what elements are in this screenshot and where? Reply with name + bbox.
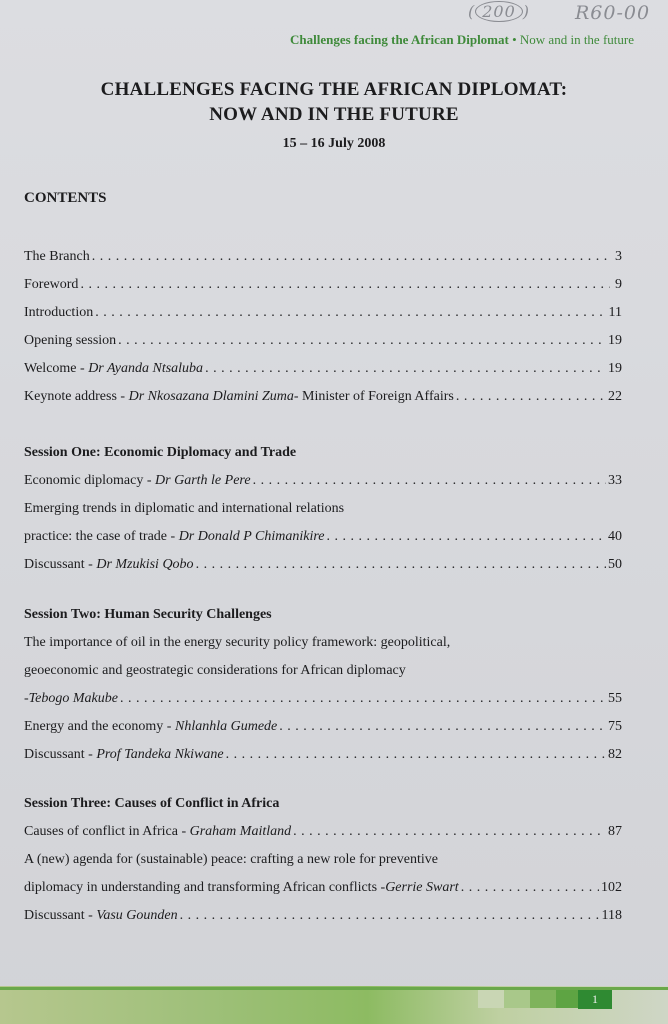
contents-heading: CONTENTS	[24, 190, 107, 206]
toc-entry[interactable]: Discussant - Prof Tandeka Nkiwane . . . 82	[24, 741, 622, 769]
speaker-name: Dr Garth le Pere	[155, 473, 251, 488]
toc-entry[interactable]: Energy and the economy - Nhlanhla Gumede . . . 75	[24, 713, 622, 741]
toc-front-matter	[24, 243, 622, 411]
title-line-1: CHALLENGES FACING THE AFRICAN DIPLOMAT:	[100, 79, 568, 100]
speaker-name: Gerrie Swart	[385, 880, 459, 895]
toc-session-two	[24, 601, 622, 769]
event-date: 15 – 16 July 2008	[282, 136, 386, 151]
toc-entry[interactable]: practice: the case of trade - Dr Donald P Chimanikire . . . 40	[24, 523, 622, 551]
running-header-rest: Now and in the future	[519, 32, 634, 47]
running-header-separator: •	[508, 32, 520, 47]
speaker-name: Dr Ayanda Ntsaluba	[88, 361, 204, 376]
toc-session-one	[24, 439, 622, 579]
speaker-name: Prof Tandeka Nkiwane	[96, 747, 224, 762]
toc-entry[interactable]: Welcome - Dr Ayanda Ntsaluba . . . 19	[24, 355, 622, 383]
speaker-name: Dr Nkosazana Dlamini Zuma	[128, 389, 294, 404]
speaker-name: Nhlanhla Gumede	[174, 719, 278, 734]
toc-entry-line: The importance of oil in the energy security policy framework: geopolitical,	[24, 635, 451, 650]
page-title	[0, 77, 668, 127]
toc-entry[interactable]: Introduction . . . 11	[24, 299, 622, 327]
session-heading: Session Two: Human Security Challenges	[24, 607, 272, 622]
running-header-bold: Challenges facing the African Diplomat	[290, 32, 509, 47]
toc-entry[interactable]: Causes of conflict in Africa - Graham Maitland . . . 87	[24, 818, 622, 846]
title-line-2: NOW AND IN THE FUTURE	[209, 104, 459, 125]
speaker-name: Dr Donald P Chimanikire	[178, 529, 325, 544]
toc-entry-line: A (new) agenda for (sustainable) peace: crafting a new role for preventive	[24, 852, 438, 867]
toc-entry[interactable]: - Tebogo Makube . . . 55	[24, 685, 622, 713]
session-heading: Session Three: Causes of Conflict in Africa	[24, 796, 280, 811]
toc-session-three	[24, 790, 622, 930]
toc-entry[interactable]: Discussant - Dr Mzukisi Qobo . . . 50	[24, 551, 622, 579]
toc-entry[interactable]: Keynote address - Dr Nkosazana Dlamini Zuma - Minister of Foreign Affairs . . . 22	[24, 383, 622, 411]
session-heading: Session One: Economic Diplomacy and Trade	[24, 445, 297, 460]
running-header	[0, 32, 634, 48]
handwritten-code: R60-00	[575, 2, 651, 24]
toc-entry-line: Emerging trends in diplomatic and international relations	[24, 501, 345, 516]
speaker-name: Graham Maitland	[189, 824, 292, 839]
speaker-name: Dr Mzukisi Qobo	[96, 557, 194, 572]
toc-entry[interactable]: The Branch . . . 3	[24, 243, 622, 271]
toc-entry[interactable]: Opening session . . . 19	[24, 327, 622, 355]
page-number: 1	[578, 990, 612, 1009]
footer-color-blocks	[478, 990, 582, 1008]
toc-entry-line: geoeconomic and geostrategic considerations for African diplomacy	[24, 663, 406, 678]
toc-entry[interactable]: Foreword . . . 9	[24, 271, 622, 299]
toc-entry[interactable]: diplomacy in understanding and transforming African conflicts - Gerrie Swart . . . 102	[24, 874, 622, 902]
toc-entry[interactable]: Discussant - Vasu Gounden . . . 118	[24, 902, 622, 930]
handwritten-circled-number: ( 200 )	[468, 2, 531, 21]
speaker-name: Vasu Gounden	[96, 908, 178, 923]
toc-entry[interactable]: Economic diplomacy - Dr Garth le Pere . . . 33	[24, 467, 622, 495]
speaker-name: Tebogo Makube	[28, 691, 118, 706]
